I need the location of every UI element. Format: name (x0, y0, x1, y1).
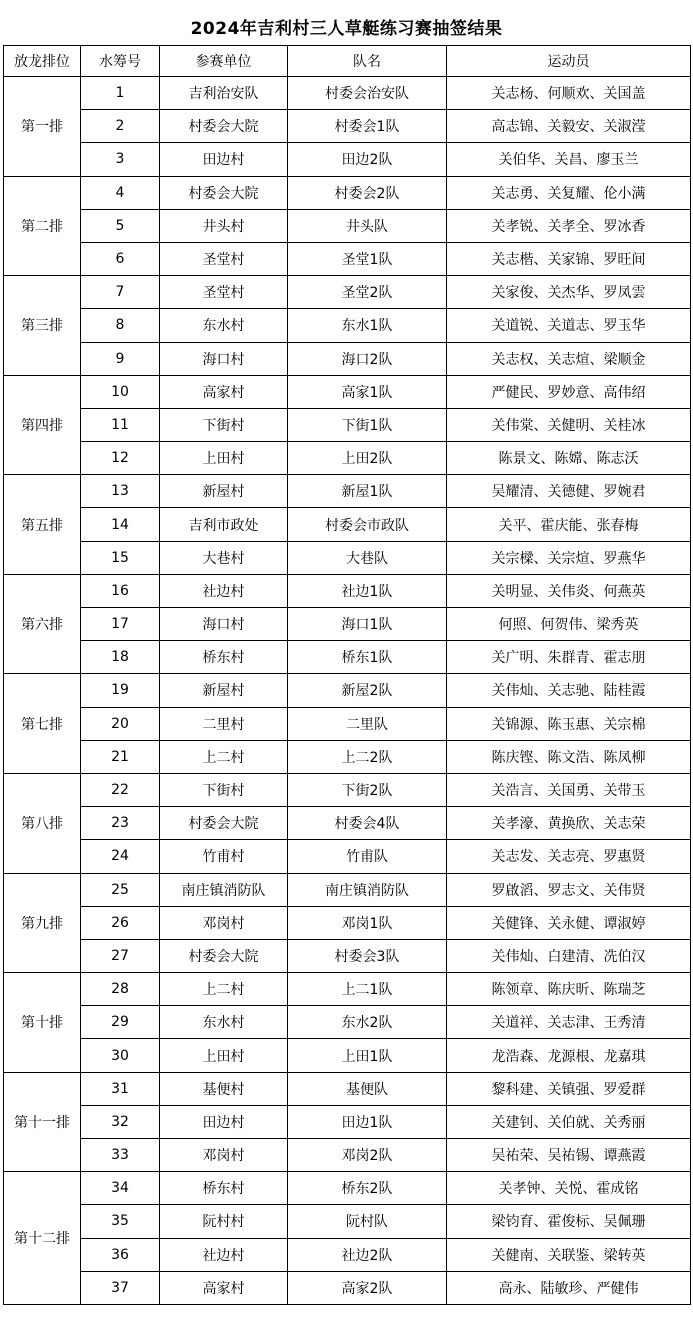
row-unit: 邓岗村 (160, 906, 288, 939)
table-row (4, 1271, 691, 1304)
group-label: 第九排 (4, 873, 81, 973)
row-number: 16 (81, 574, 160, 607)
row-unit: 东水村 (160, 309, 288, 342)
row-athletes: 关明显、关伟炎、何燕英 (447, 574, 691, 607)
row-unit: 下街村 (160, 773, 288, 806)
row-team: 田边2队 (288, 143, 447, 176)
table-row (4, 77, 691, 110)
row-unit: 下街村 (160, 408, 288, 441)
row-number: 26 (81, 906, 160, 939)
row-team: 村委会3队 (288, 939, 447, 972)
row-athletes: 关伯华、关昌、廖玉兰 (447, 143, 691, 176)
table-row (4, 375, 691, 408)
row-athletes: 陈景文、陈嫦、陈志沃 (447, 442, 691, 475)
table-row (4, 475, 691, 508)
row-number: 15 (81, 541, 160, 574)
row-unit: 南庄镇消防队 (160, 873, 288, 906)
row-unit: 二里村 (160, 707, 288, 740)
row-number: 20 (81, 707, 160, 740)
table-row (4, 442, 691, 475)
row-unit: 圣堂村 (160, 242, 288, 275)
row-number: 31 (81, 1072, 160, 1105)
row-unit: 社边村 (160, 1238, 288, 1271)
row-unit: 高家村 (160, 1271, 288, 1304)
row-team: 村委会治安队 (288, 77, 447, 110)
row-team: 井头队 (288, 209, 447, 242)
group-label: 第十一排 (4, 1072, 81, 1172)
row-team: 竹甫队 (288, 840, 447, 873)
row-team: 海口2队 (288, 342, 447, 375)
row-athletes: 高志锦、关毅安、关淑滢 (447, 110, 691, 143)
row-athletes: 关志发、关志亮、罗惠贤 (447, 840, 691, 873)
row-team: 社边1队 (288, 574, 447, 607)
row-team: 村委会市政队 (288, 508, 447, 541)
group-label: 第一排 (4, 77, 81, 177)
group-label: 第十排 (4, 973, 81, 1073)
row-unit: 田边村 (160, 1105, 288, 1138)
header-athletes: 运动员 (447, 46, 691, 77)
row-number: 35 (81, 1205, 160, 1238)
row-athletes: 关家俊、关杰华、罗凤雲 (447, 276, 691, 309)
table-row (4, 973, 691, 1006)
row-athletes: 吴祐荣、吴祐锡、谭燕霞 (447, 1139, 691, 1172)
table-row (4, 309, 691, 342)
table-header (4, 46, 691, 77)
row-athletes: 黎科建、关镇强、罗爱群 (447, 1072, 691, 1105)
row-athletes: 关平、霍庆能、张春梅 (447, 508, 691, 541)
row-team: 圣堂2队 (288, 276, 447, 309)
row-athletes: 高永、陆敏珍、严健伟 (447, 1271, 691, 1304)
row-number: 21 (81, 740, 160, 773)
row-athletes: 关广明、朱群青、霍志朋 (447, 641, 691, 674)
row-unit: 井头村 (160, 209, 288, 242)
row-unit: 大巷村 (160, 541, 288, 574)
table-row (4, 939, 691, 972)
table-row (4, 1006, 691, 1039)
row-athletes: 关浩言、关国勇、关带玉 (447, 773, 691, 806)
row-athletes: 关伟灿、关志驰、陆桂霞 (447, 674, 691, 707)
row-team: 高家2队 (288, 1271, 447, 1304)
row-number: 25 (81, 873, 160, 906)
row-number: 23 (81, 807, 160, 840)
row-unit: 桥东村 (160, 641, 288, 674)
row-unit: 邓岗村 (160, 1139, 288, 1172)
row-unit: 海口村 (160, 342, 288, 375)
row-number: 3 (81, 143, 160, 176)
row-number: 34 (81, 1172, 160, 1205)
row-team: 南庄镇消防队 (288, 873, 447, 906)
row-number: 14 (81, 508, 160, 541)
table-row (4, 807, 691, 840)
table-row (4, 906, 691, 939)
header-group: 放龙排位 (4, 46, 81, 77)
row-number: 22 (81, 773, 160, 806)
group-label: 第二排 (4, 176, 81, 276)
table-row (4, 574, 691, 607)
row-athletes: 吴耀清、关德健、罗婉君 (447, 475, 691, 508)
row-team: 东水1队 (288, 309, 447, 342)
row-number: 30 (81, 1039, 160, 1072)
row-number: 32 (81, 1105, 160, 1138)
row-unit: 村委会大院 (160, 176, 288, 209)
row-athletes: 关孝钟、关悦、霍成铭 (447, 1172, 691, 1205)
row-number: 17 (81, 608, 160, 641)
row-number: 2 (81, 110, 160, 143)
row-unit: 村委会大院 (160, 110, 288, 143)
group-label: 第八排 (4, 773, 81, 873)
row-team: 田边1队 (288, 1105, 447, 1138)
row-team: 邓岗1队 (288, 906, 447, 939)
row-team: 桥东2队 (288, 1172, 447, 1205)
row-team: 桥东1队 (288, 641, 447, 674)
table-row (4, 674, 691, 707)
row-number: 37 (81, 1271, 160, 1304)
table-row (4, 773, 691, 806)
row-athletes: 关孝锐、关孝全、罗冰香 (447, 209, 691, 242)
row-athletes: 龙浩森、龙源根、龙嘉琪 (447, 1039, 691, 1072)
table-row (4, 840, 691, 873)
row-unit: 东水村 (160, 1006, 288, 1039)
table-row (4, 508, 691, 541)
row-team: 上田2队 (288, 442, 447, 475)
table-row (4, 110, 691, 143)
table-row (4, 143, 691, 176)
row-team: 村委会2队 (288, 176, 447, 209)
table-row (4, 1039, 691, 1072)
row-number: 24 (81, 840, 160, 873)
row-number: 6 (81, 242, 160, 275)
header-row (4, 46, 691, 77)
row-number: 29 (81, 1006, 160, 1039)
table-row (4, 209, 691, 242)
table-row (4, 1205, 691, 1238)
row-unit: 村委会大院 (160, 807, 288, 840)
row-number: 5 (81, 209, 160, 242)
table-row (4, 641, 691, 674)
table-row (4, 1172, 691, 1205)
group-label: 第四排 (4, 375, 81, 475)
row-team: 高家1队 (288, 375, 447, 408)
row-team: 下街1队 (288, 408, 447, 441)
table-row (4, 608, 691, 641)
row-unit: 高家村 (160, 375, 288, 408)
row-number: 27 (81, 939, 160, 972)
row-unit: 海口村 (160, 608, 288, 641)
table-row (4, 408, 691, 441)
row-team: 下街2队 (288, 773, 447, 806)
row-athletes: 关健南、关联鉴、梁转英 (447, 1238, 691, 1271)
row-unit: 新屋村 (160, 674, 288, 707)
row-number: 13 (81, 475, 160, 508)
row-unit: 吉利治安队 (160, 77, 288, 110)
header-number: 水筹号 (81, 46, 160, 77)
group-label: 第七排 (4, 674, 81, 774)
row-athletes: 关志权、关志煊、梁顺金 (447, 342, 691, 375)
table-row (4, 1072, 691, 1105)
row-unit: 新屋村 (160, 475, 288, 508)
row-number: 36 (81, 1238, 160, 1271)
row-unit: 社边村 (160, 574, 288, 607)
row-number: 12 (81, 442, 160, 475)
row-athletes: 何照、何贺伟、梁秀英 (447, 608, 691, 641)
row-team: 邓岗2队 (288, 1139, 447, 1172)
row-athletes: 关志杨、何顺欢、关国盖 (447, 77, 691, 110)
row-team: 上田1队 (288, 1039, 447, 1072)
row-athletes: 关伟棠、关健明、关桂冰 (447, 408, 691, 441)
row-unit: 上田村 (160, 1039, 288, 1072)
row-unit: 村委会大院 (160, 939, 288, 972)
group-label: 第三排 (4, 276, 81, 376)
row-athletes: 关健锋、关永健、谭淑婷 (447, 906, 691, 939)
row-athletes: 关锦源、陈玉惠、关宗棉 (447, 707, 691, 740)
row-athletes: 陈庆铿、陈文浩、陈凤柳 (447, 740, 691, 773)
row-number: 7 (81, 276, 160, 309)
row-unit: 竹甫村 (160, 840, 288, 873)
row-team: 阮村队 (288, 1205, 447, 1238)
row-athletes: 关孝濠、黄换欣、关志荣 (447, 807, 691, 840)
table-row (4, 176, 691, 209)
row-unit: 田边村 (160, 143, 288, 176)
header-unit: 参赛单位 (160, 46, 288, 77)
row-number: 11 (81, 408, 160, 441)
row-athletes: 关建钊、关伯就、关秀丽 (447, 1105, 691, 1138)
row-team: 村委会1队 (288, 110, 447, 143)
row-unit: 阮村村 (160, 1205, 288, 1238)
row-unit: 上二村 (160, 973, 288, 1006)
row-unit: 吉利市政处 (160, 508, 288, 541)
table-row (4, 707, 691, 740)
row-number: 28 (81, 973, 160, 1006)
row-number: 33 (81, 1139, 160, 1172)
row-number: 9 (81, 342, 160, 375)
row-unit: 圣堂村 (160, 276, 288, 309)
row-athletes: 关道祥、关志津、王秀清 (447, 1006, 691, 1039)
row-athletes: 关志楷、关家锦、罗旺间 (447, 242, 691, 275)
table-row (4, 342, 691, 375)
header-team: 队名 (288, 46, 447, 77)
row-team: 圣堂1队 (288, 242, 447, 275)
table-row (4, 740, 691, 773)
row-team: 新屋2队 (288, 674, 447, 707)
row-athletes: 陈领章、陈庆昕、陈瑞芝 (447, 973, 691, 1006)
row-team: 基便队 (288, 1072, 447, 1105)
row-number: 10 (81, 375, 160, 408)
table-row (4, 276, 691, 309)
row-number: 19 (81, 674, 160, 707)
row-team: 大巷队 (288, 541, 447, 574)
row-team: 上二2队 (288, 740, 447, 773)
row-unit: 上二村 (160, 740, 288, 773)
row-team: 上二1队 (288, 973, 447, 1006)
row-team: 新屋1队 (288, 475, 447, 508)
group-label: 第五排 (4, 475, 81, 575)
row-athletes: 关伟灿、白建清、冼伯汉 (447, 939, 691, 972)
row-team: 社边2队 (288, 1238, 447, 1271)
table-row (4, 242, 691, 275)
row-unit: 基便村 (160, 1072, 288, 1105)
row-unit: 桥东村 (160, 1172, 288, 1205)
row-team: 村委会4队 (288, 807, 447, 840)
row-athletes: 梁钧育、霍俊标、吴佩珊 (447, 1205, 691, 1238)
row-unit: 上田村 (160, 442, 288, 475)
group-label: 第六排 (4, 574, 81, 674)
row-number: 8 (81, 309, 160, 342)
row-number: 18 (81, 641, 160, 674)
row-athletes: 严健民、罗妙意、高伟绍 (447, 375, 691, 408)
table-row (4, 1238, 691, 1271)
row-athletes: 关宗樑、关宗煊、罗燕华 (447, 541, 691, 574)
row-team: 东水2队 (288, 1006, 447, 1039)
table-row (4, 1105, 691, 1138)
draw-results-table (3, 45, 691, 1305)
group-label: 第十二排 (4, 1172, 81, 1305)
document-title: 2024年吉利村三人草艇练习赛抽签结果 (190, 19, 503, 39)
table-body (4, 77, 691, 1305)
table-row (4, 541, 691, 574)
row-athletes: 罗啟滔、罗志文、关伟贤 (447, 873, 691, 906)
row-athletes: 关道锐、关道志、罗玉华 (447, 309, 691, 342)
row-number: 4 (81, 176, 160, 209)
row-athletes: 关志勇、关复耀、伦小满 (447, 176, 691, 209)
table-row (4, 873, 691, 906)
row-team: 海口1队 (288, 608, 447, 641)
table-row (4, 1139, 691, 1172)
row-number: 1 (81, 77, 160, 110)
row-team: 二里队 (288, 707, 447, 740)
